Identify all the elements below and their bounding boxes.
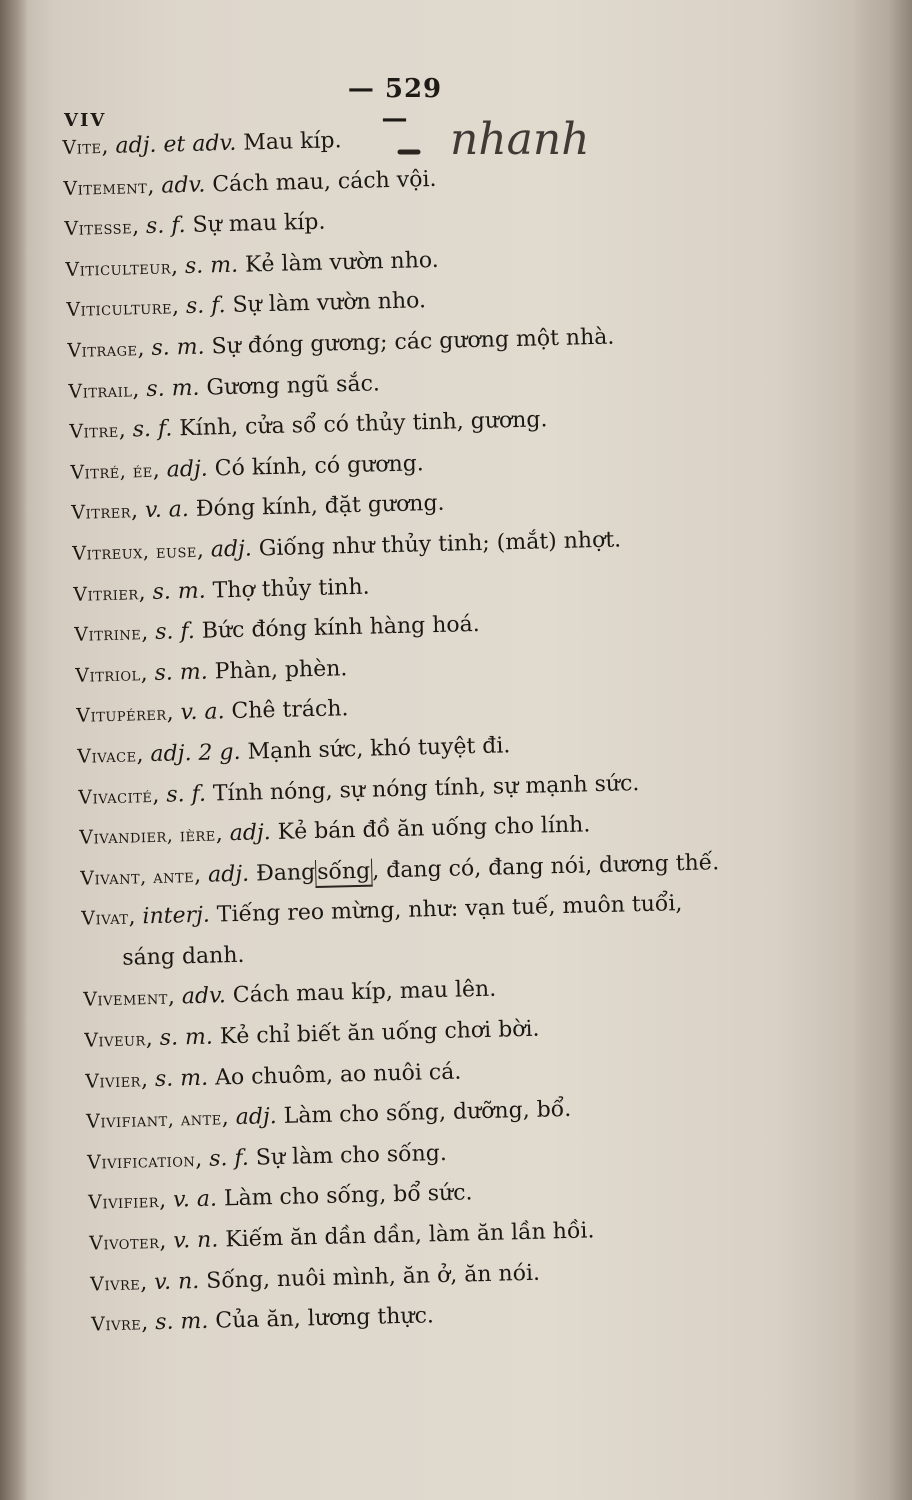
definition: Sự đóng gương; các gương một nhà. <box>211 324 615 360</box>
headword: Vivoter <box>88 1230 160 1255</box>
grammar-label: adj. 2 g. <box>150 739 241 767</box>
grammar-label: s. f. <box>185 293 226 320</box>
headword: Vite <box>62 136 102 159</box>
headword: Vivification <box>87 1148 196 1174</box>
definition-part-b: , đang có, đang nói, dương thế. <box>371 849 720 884</box>
headword: Vivre <box>89 1272 141 1296</box>
grammar-label: v. a. <box>180 699 225 726</box>
grammar-label: s. m. <box>154 659 209 686</box>
entry-vitesse: Vitesse, s. f. Sự mau kíp. <box>64 209 326 241</box>
grammar-label: s. m. <box>184 252 239 279</box>
definition: Sự mau kíp. <box>192 209 326 239</box>
page-number: — 529 — <box>347 74 443 134</box>
grammar-label: adv. <box>161 172 206 199</box>
entry-vitrail: Vitrail, s. m. Gương ngũ sắc. <box>68 370 381 403</box>
headword: Vivifier <box>88 1190 160 1215</box>
entry-vitriol: Vitriol, s. m. Phàn, phèn. <box>75 655 348 687</box>
headword: Vitrail <box>68 378 133 403</box>
grammar-label: s. f. <box>145 213 186 240</box>
definition-part-a: Đang <box>255 859 316 887</box>
grammar-label: adj. <box>210 536 253 563</box>
entry-viticulteur: Viticulteur, s. m. Kẻ làm vườn nho. <box>65 247 439 281</box>
grammar-label: s. f. <box>208 1145 250 1172</box>
marked-word: sống <box>315 858 373 887</box>
definition: Tính nóng, sự nóng tính, sự mạnh sức. <box>212 770 640 807</box>
headword: Vitrier <box>73 581 139 606</box>
entry-viveur: Viveur, s. m. Kẻ chỉ biết ăn uống chơi bời. <box>84 1016 540 1052</box>
definition: Kiếm ăn dần dần, làm ăn lần hồi. <box>225 1218 595 1253</box>
definition: Của ăn, lương thực. <box>215 1303 435 1334</box>
grammar-label: v. n. <box>153 1268 200 1295</box>
definition: Kẻ làm vườn nho. <box>244 247 439 278</box>
grammar-label: s. f. <box>132 416 173 443</box>
headword: Viticulture <box>66 296 173 322</box>
grammar-label: s. m. <box>154 1065 209 1092</box>
entry-vivre-verb: Vivre, v. n. Sống, nuôi mình, ăn ở, ăn nói. <box>89 1260 541 1296</box>
definition: Thợ thủy tinh. <box>212 574 370 603</box>
definition-continuation: sáng danh. <box>121 942 245 971</box>
entry-vitre: Vitre, s. f. Kính, cửa sổ có thủy tinh, gương. <box>69 407 548 444</box>
definition: Kẻ chỉ biết ăn uống chơi bời. <box>219 1016 540 1050</box>
definition: Cách mau, cách vội. <box>212 166 437 197</box>
headword: Vitriol <box>75 662 141 687</box>
entry-vivement: Vivement, adv. Cách mau kíp, mau lên. <box>83 977 497 1012</box>
entry-vite: Vite, adj. et adv. Mau kíp. <box>62 128 342 160</box>
headword: Vitrine <box>74 622 142 646</box>
entry-vivoter: Vivoter, v. n. Kiếm ăn dần dần, làm ăn lần hồi. <box>88 1218 595 1255</box>
definition: Giống như thủy tinh; (mắt) nhợt. <box>258 527 622 562</box>
definition: Cách mau kíp, mau lên. <box>232 977 497 1009</box>
grammar-label: adj. <box>207 861 250 888</box>
grammar-label: adj. <box>166 456 209 483</box>
headword: Vivant, ante <box>80 864 195 890</box>
definition: Đóng kính, đặt gương. <box>195 491 445 523</box>
grammar-label: s. m. <box>151 334 205 361</box>
headword: Vitreux, euse <box>72 539 198 565</box>
headword: Vivat <box>81 906 129 931</box>
definition: Ao chuôm, ao nuôi cá. <box>214 1059 462 1091</box>
grammar-label: s. f. <box>166 781 207 808</box>
definition: Sự làm cho sống. <box>255 1140 448 1171</box>
entry-vitrine: Vitrine, s. f. Bức đóng kính hàng hoá. <box>74 612 481 646</box>
grammar-label: s. m. <box>152 578 207 605</box>
definition: Bức đóng kính hàng hoá. <box>201 612 481 644</box>
grammar-label: s. f. <box>154 619 196 645</box>
definition: Kẻ bán đồ ăn uống cho lính. <box>277 812 591 846</box>
grammar-label: s. m. <box>159 1024 214 1051</box>
grammar-label: v. n. <box>173 1227 219 1254</box>
entry-vivification: Vivification, s. f. Sự làm cho sống. <box>87 1140 448 1174</box>
definition: Kính, cửa sổ có thủy tinh, gương. <box>179 407 548 442</box>
entry-vivant: Vivant, ante, adj. Đangsống, đang có, đang nói, dương thế. <box>80 849 720 890</box>
headword: Vivacité <box>78 784 153 809</box>
grammar-label: v. a. <box>172 1186 218 1214</box>
definition: Chê trách. <box>231 696 349 725</box>
headword: Vitre <box>69 419 119 444</box>
grammar-label: adj. <box>235 1104 278 1131</box>
definition: Sống, nuôi mình, ăn ở, ăn nói. <box>205 1260 541 1294</box>
grammar-label: adj. et adv. <box>115 130 237 159</box>
entry-vitreux: Vitreux, euse, adj. Giống như thủy tinh; (mắt) nhợt. <box>72 527 622 565</box>
headword: Vivace <box>77 744 137 768</box>
definition: Mạnh sức, khó tuyệt đi. <box>247 733 511 765</box>
handwritten-note-text: nhanh <box>450 114 590 165</box>
headword: Viticulteur <box>65 256 172 281</box>
entry-vitrage: Vitrage, s. m. Sự đóng gương; các gương một nhà. <box>67 324 615 362</box>
definition: Gương ngũ sắc. <box>206 370 381 401</box>
entry-vivre-noun: Vivre, s. m. Của ăn, lương thực. <box>90 1303 435 1336</box>
headword: Vitrer <box>71 500 132 525</box>
running-head: VIV <box>64 110 107 131</box>
grammar-label: s. m. <box>146 375 200 402</box>
entry-vivandier: Vivandier, ière, adj. Kẻ bán đồ ăn uống cho lính. <box>79 812 591 849</box>
headword: Vitesse <box>64 216 133 241</box>
definition: Tiếng reo mừng, như: vạn tuế, muôn tuổi, <box>216 891 683 928</box>
entry-vivier: Vivier, s. m. Ao chuôm, ao nuôi cá. <box>85 1059 462 1093</box>
headword: Vitrage <box>67 338 138 362</box>
headword: Vivandier, ière <box>79 823 217 849</box>
headword: Vivre <box>90 1312 142 1336</box>
entry-vivifier: Vivifier, v. a. Làm cho sống, bổ sức. <box>88 1180 473 1215</box>
entry-vivat: Vivat, interj. Tiếng reo mừng, như: vạn tuế, muôn tuổi, <box>81 891 683 931</box>
definition: Có kính, có gương. <box>214 451 425 482</box>
headword: Vivement <box>83 987 169 1012</box>
entry-vituperer: Vitupérer, v. a. Chê trách. <box>76 696 349 728</box>
entry-vivacite: Vivacité, s. f. Tính nóng, sự nóng tính, sự mạnh sức. <box>78 770 640 809</box>
headword: Vivier <box>85 1069 142 1093</box>
grammar-label: adv. <box>181 983 227 1010</box>
entry-vivifiant: Vivifiant, ante, adj. Làm cho sống, dưỡng, bổ. <box>86 1097 572 1133</box>
dictionary-entries <box>62 109 852 1345</box>
entry-vitre-ee: Vitré, ée, adj. Có kính, có gương. <box>70 451 425 484</box>
grammar-label: s. m. <box>154 1309 209 1336</box>
grammar-label: v. a. <box>144 497 190 524</box>
definition: Làm cho sống, bổ sức. <box>223 1180 473 1212</box>
definition: Sự làm vườn nho. <box>232 288 427 319</box>
headword: Vitement <box>63 175 148 200</box>
headword: Vitupérer <box>76 702 167 728</box>
headword: Vivifiant, ante <box>86 1107 223 1133</box>
entry-vitrer: Vitrer, v. a. Đóng kính, đặt gương. <box>71 491 445 525</box>
definition: Mau kíp. <box>243 128 342 156</box>
definition: Làm cho sống, dưỡng, bổ. <box>283 1097 572 1130</box>
entry-viticulture: Viticulture, s. f. Sự làm vườn nho. <box>66 288 427 322</box>
headword: Viveur <box>84 1028 147 1052</box>
grammar-label: adj. <box>229 820 272 847</box>
headword: Vitré, ée <box>70 459 154 484</box>
entry-vitrier: Vitrier, s. m. Thợ thủy tinh. <box>73 574 370 606</box>
definition: Phàn, phèn. <box>214 655 348 685</box>
entry-vivace: Vivace, adj. 2 g. Mạnh sức, khó tuyệt đi. <box>77 733 511 768</box>
entry-vitement: Vitement, adv. Cách mau, cách vội. <box>63 166 437 200</box>
grammar-label: interj. <box>142 902 211 930</box>
